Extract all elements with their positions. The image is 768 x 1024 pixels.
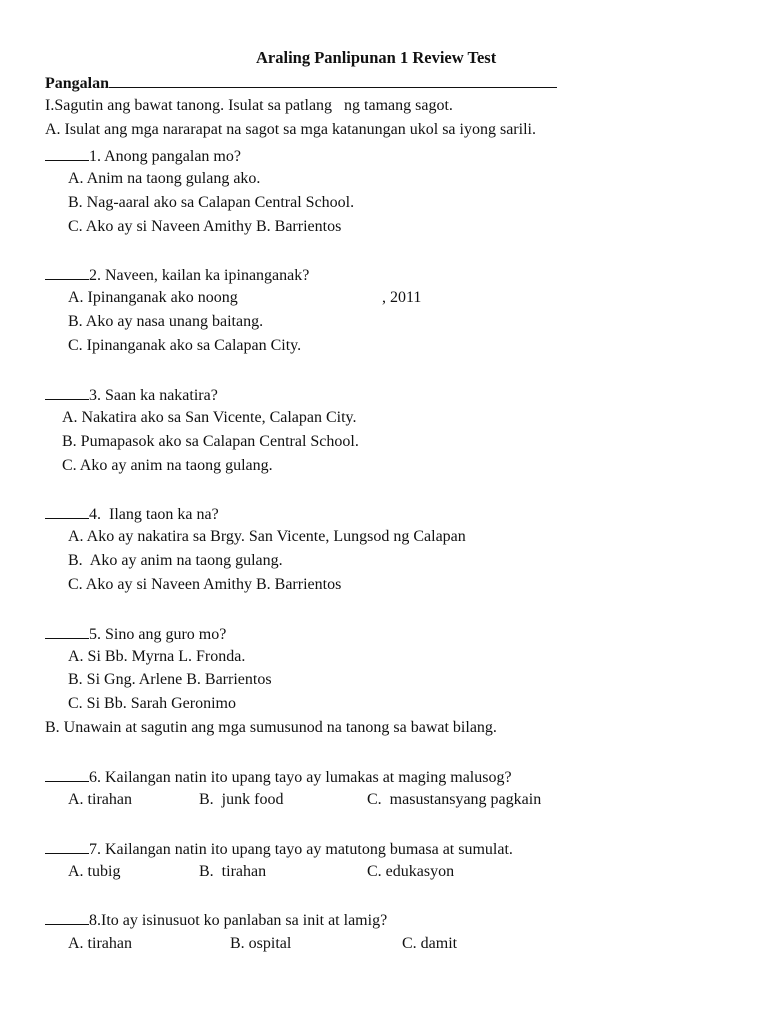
question-7: [45, 838, 513, 858]
answer-blank: [45, 145, 89, 161]
question-text: 1. Anong pangalan mo?: [89, 148, 241, 165]
question-6: [45, 766, 512, 786]
question-text: 7. Kailangan natin ito upang tayo ay matutong bumasa at sumulat.: [89, 841, 513, 858]
choice-8c: C. damit: [402, 935, 458, 952]
section-a-heading: A. Isulat ang mga nararapat na sagot sa mga katanungan ukol sa iyong sarili.: [45, 121, 536, 138]
choice-6b: B. junk food: [199, 791, 284, 808]
choice-2c: C. Ipinanganak ako sa Calapan City.: [68, 337, 302, 354]
choice-7c: C. edukasyon: [367, 863, 455, 880]
question-text: 5. Sino ang guro mo?: [89, 626, 227, 643]
choice-3a: A. Nakatira ako sa San Vicente, Calapan City.: [62, 409, 357, 426]
answer-blank: [45, 838, 89, 854]
choice-5c: C. Si Bb. Sarah Geronimo: [68, 695, 236, 712]
choice-4a: A. Ako ay nakatira sa Brgy. San Vicente, Lungsod ng Calapan: [68, 528, 466, 545]
choice-8a: A. tirahan: [68, 935, 132, 952]
name-label: Pangalan: [45, 75, 110, 92]
answer-blank: [45, 766, 89, 782]
question-3: [45, 384, 218, 404]
choice-3b: B. Pumapasok ako sa Calapan Central School.: [62, 433, 359, 450]
main-instruction: I.Sagutin ang bawat tanong. Isulat sa patlang ng tamang sagot.: [45, 97, 453, 114]
choice-3c: C. Ako ay anim na taong gulang.: [62, 457, 273, 474]
name-blank: [109, 72, 557, 88]
choice-1c: C. Ako ay si Naveen Amithy B. Barrientos: [68, 218, 342, 235]
birth-year: , 2011: [382, 289, 422, 306]
question-text: 8.Ito ay isinusuot ko panlaban sa init at lamig?: [89, 912, 388, 929]
name-line: [45, 72, 557, 92]
question-1: [45, 145, 241, 165]
choice-1b: B. Nag-aaral ako sa Calapan Central School.: [68, 194, 355, 211]
question-text: 2. Naveen, kailan ka ipinanganak?: [89, 267, 310, 284]
question-4: [45, 503, 219, 523]
choice-1a: A. Anim na taong gulang ako.: [68, 170, 261, 187]
section-b-heading: B. Unawain at sagutin ang mga sumusunod na tanong sa bawat bilang.: [45, 719, 497, 736]
choice-2b: B. Ako ay nasa unang baitang.: [68, 313, 264, 330]
answer-blank: [45, 909, 89, 925]
choice-7b: B. tirahan: [199, 863, 267, 880]
choice-4b: B. Ako ay anim na taong gulang.: [68, 552, 283, 569]
question-text: 3. Saan ka nakatira?: [89, 387, 218, 404]
question-5: [45, 623, 226, 643]
choice-2a: A. Ipinanganak ako noong: [68, 289, 238, 306]
question-text: 6. Kailangan natin ito upang tayo ay lumakas at maging malusog?: [89, 769, 512, 786]
choice-6c: C. masustansyang pagkain: [367, 791, 542, 808]
answer-blank: [45, 503, 89, 519]
answer-blank: [45, 264, 89, 280]
choice-6a: A. tirahan: [68, 791, 132, 808]
question-2: [45, 264, 309, 284]
choice-5b: B. Si Gng. Arlene B. Barrientos: [68, 671, 272, 688]
page-title: Araling Panlipunan 1 Review Test: [256, 48, 497, 67]
choice-8b: B. ospital: [230, 935, 292, 952]
answer-blank: [45, 623, 89, 639]
answer-blank: [45, 384, 89, 400]
choice-5a: A. Si Bb. Myrna L. Fronda.: [68, 648, 246, 665]
choice-7a: A. tubig: [68, 863, 121, 880]
question-text: 4. Ilang taon ka na?: [89, 506, 219, 523]
question-8: [45, 909, 387, 929]
choice-4c: C. Ako ay si Naveen Amithy B. Barrientos: [68, 576, 342, 593]
